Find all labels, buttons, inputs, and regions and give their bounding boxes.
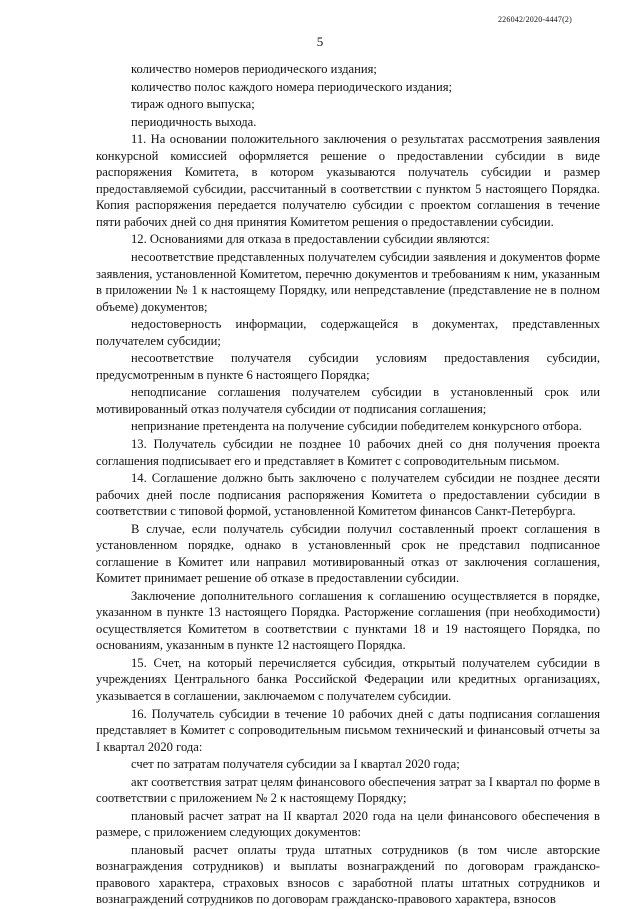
clause-12: 12. Основаниями для отказа в предоставлении субсидии являются: — [131, 232, 490, 247]
page-number: 5 — [316, 34, 324, 49]
paragraph: непризнание претендента на получение субсидии победителем конкурсного отбора. — [131, 419, 582, 434]
document-registration-number: 226042/2020-4447(2) — [497, 15, 572, 24]
clause-13: 13. Получатель субсидии не позднее 10 рабочих дней со дня получения проекта соглашения подписывает его и представляет в Комитет с сопроводительным письмом. — [96, 437, 600, 468]
clause-14: 14. Соглашение должно быть заключено с получателем субсидии не позднее десяти рабочих дней после подписания распоряжения Комитета о предоставлении субсидии в соответствии с типовой формой, установленной Комитетом финансов Санкт-Петербурга. — [96, 471, 600, 519]
clause-16: 16. Получатель субсидии в течение 10 рабочих дней с даты подписания соглашения представляет в Комитет с сопроводительным письмом технический и финансовый отчеты за I квартал 2020 года: — [96, 706, 600, 754]
paragraph: количество полос каждого номера периодического издания; — [131, 79, 452, 94]
clause-15: 15. Счет, на который перечисляется субсидия, открытый получателем субсидии в учреждениях Центрального банка Российской Федерации или кредитных организациях, указывается в соглашении, заключаемом с получателем субсидии. — [96, 655, 600, 703]
paragraph: количество номеров периодического издания; — [131, 62, 377, 76]
paragraph: акт соответствия затрат целям финансового обеспечения затрат за I квартал по форме в соответствии с приложением № 2 к настоящему Порядку; — [96, 774, 600, 806]
paragraph: недостоверность информации, содержащейся в документах, представленных получателем субсидии; — [96, 317, 600, 348]
paragraph: периодичность выхода. — [131, 114, 257, 129]
paragraph: плановый расчет оплаты труда штатных сотрудников (в том числе авторские вознаграждения сотрудников) и выплаты вознаграждений по договорам гражданско-правового характера, страховых взносов с заработной платы штатных сотрудников и вознаграждений сотрудников по договорам гражданско-правового характера, взносов — [96, 842, 600, 907]
document-body — [96, 61, 600, 909]
paragraph: несоответствие представленных получателем субсидии заявления и документов форме заявления, установленной Комитетом, перечню документов и требованиям к ним, указанным в приложении № 1 к настоящему Порядку, или непредставление (представление не в полном объеме) документов; — [96, 250, 600, 314]
paragraph: несоответствие получателя субсидии условиям предоставления субсидии, предусмотренным в пункте 6 настоящего Порядка; — [96, 351, 600, 382]
clause-11: 11. На основании положительного заключения о результатах рассмотрения заявления конкурсной комиссией оформляется решение о предоставлении субсидии в виде распоряжения Комитета, в котором указываются получатель субсидии и размер предоставляемой субсидии, рассчитанный в соответствии с пунктом 5 настоящего Порядка. Копия распоряжения передается получателю субсидии с проектом соглашения в течение пяти рабочих дней со дня принятия Комитетом решения о предоставлении субсидии. — [96, 132, 600, 229]
paragraph: В случае, если получатель субсидии получил составленный проект соглашения в установленном порядке, однако в установленный срок не представил подписанное соглашение в Комитет или направил мотивированный отказ от заключения соглашения, Комитет принимает решение об отказе в предоставлении субсидии. — [96, 521, 600, 586]
paragraph: тираж одного выпуска; — [131, 97, 255, 112]
paragraph: счет по затратам получателя субсидии за I квартал 2020 года; — [131, 757, 460, 772]
paragraph: плановый расчет затрат на II квартал 2020 года на цели финансового обеспечения в размере, с приложением следующих документов: — [96, 808, 600, 840]
paragraph: неподписание соглашения получателем субсидии в установленный срок или мотивированный отказ получателя субсидии от подписания соглашения; — [96, 385, 600, 416]
paragraph: Заключение дополнительного соглашения к соглашению осуществляется в порядке, указанном в пункте 13 настоящего Порядка. Расторжение соглашения (при необходимости) осуществляется Комитетом в соответствии с пунктами 18 и 19 настоящего Порядка, по основаниям, указанным в пункте 12 настоящего Порядка. — [96, 588, 600, 653]
